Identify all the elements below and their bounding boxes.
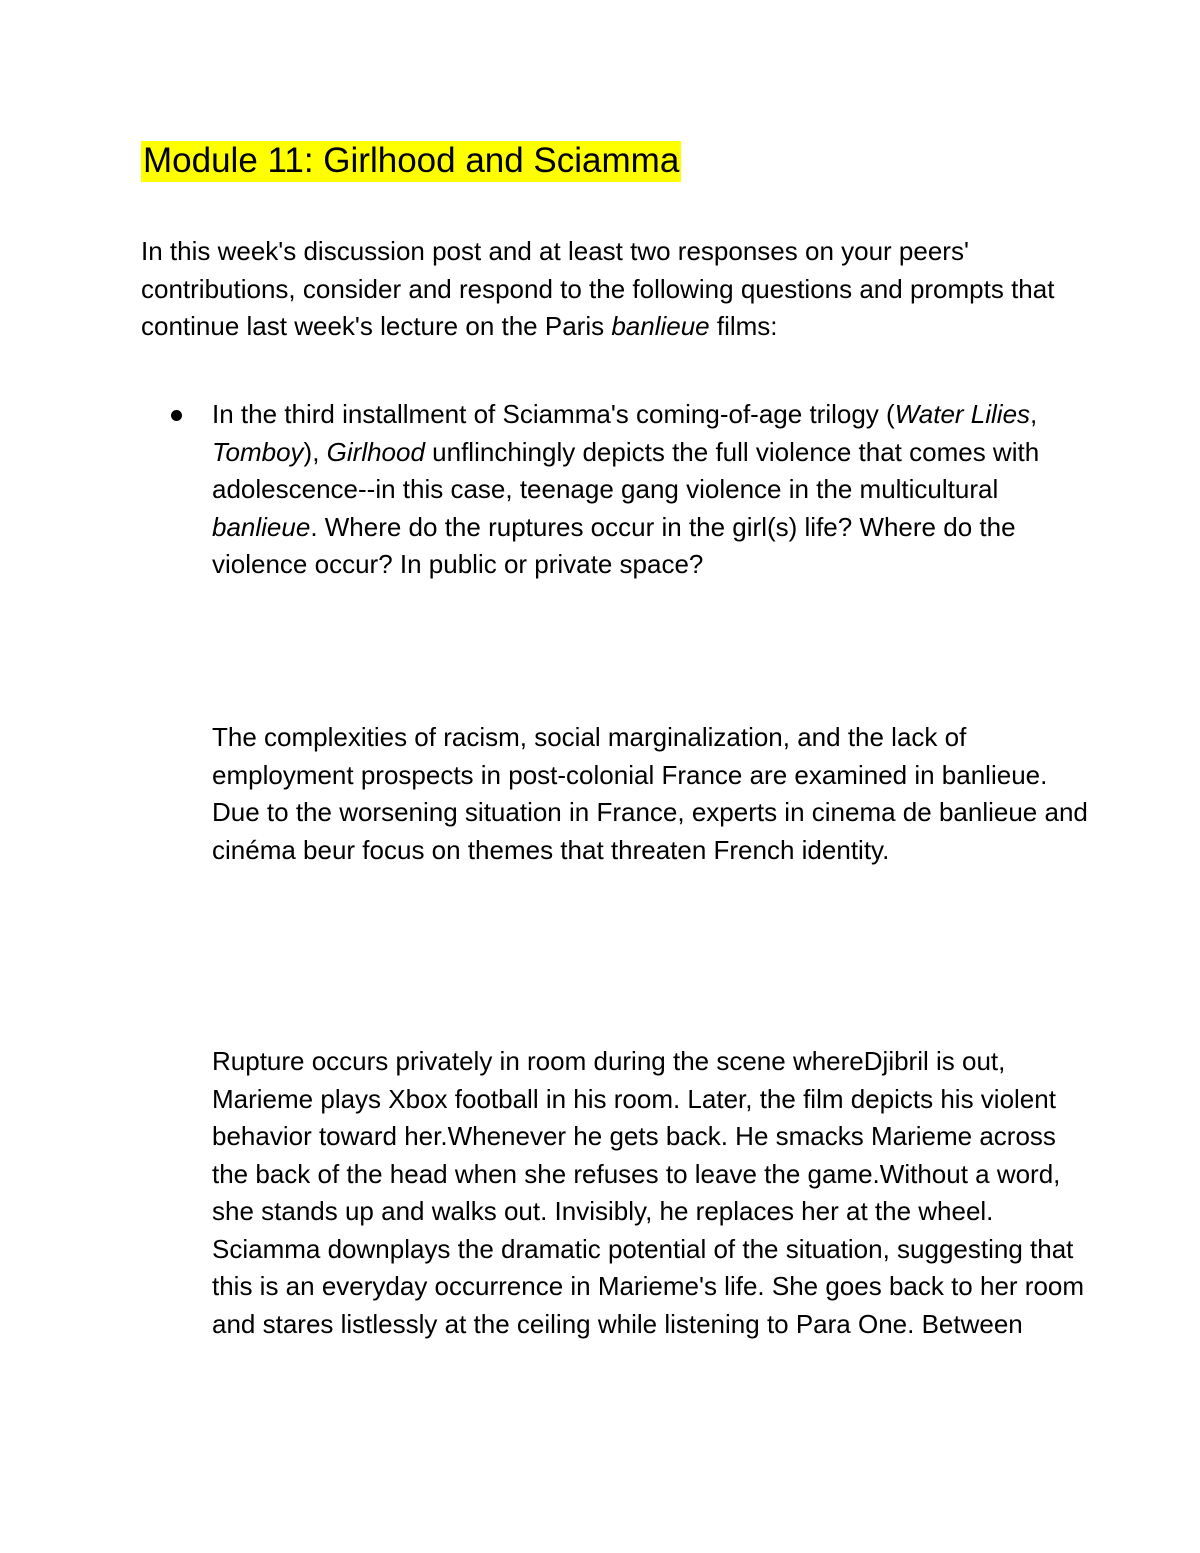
prompt-text-3: ), <box>303 436 327 467</box>
intro-text-2: films: <box>709 311 778 341</box>
title-highlight: Module 11: Girlhood and Sciamma <box>143 141 680 180</box>
intro-text-1: In this week's discussion post and at least two responses on your peers' contributions, consider and respond to the following questions and prompts that continue last week's lecture on the Paris <box>141 236 1055 341</box>
prompt-item <box>141 396 1101 584</box>
intro-paragraph <box>141 233 1101 346</box>
answer-paragraph-2: Rupture occurs privately in room during the scene whereDjibril is out, Marieme plays Xbox football in his room. Later, the film depicts his violent behavior toward her.Whenever he gets back. He smacks Marieme across the back of the head when she refuses to leave the game.Without a word, she stands up and walks out. Invisibly, he replaces her at the wheel. Sciamma downplays the dramatic potential of the situation, suggesting that this is an everyday occurrence in Marieme's life. She goes back to her room and stares listlessly at the ceiling while listening to Para One. Between <box>212 1046 1085 1339</box>
prompt-text-1: In the third installment of Sciamma's coming-of-age trilogy ( <box>212 399 895 429</box>
prompt-italic-tomboy: Tomboy <box>212 436 304 467</box>
prompt-text-5: . Where do the ruptures occur in the girl(s) life? Where do the violence occur? In public or private space? <box>212 511 1016 579</box>
answer-paragraph-1: The complexities of racism, social marginalization, and the lack of employment prospects in post-colonial France are examined in banlieue. Due to the worsening situation in France, experts in cinema de banlieue and cinéma beur focus on themes that threaten French identity. <box>212 722 1088 865</box>
module-title <box>141 140 681 182</box>
prompt-italic-banlieue: banlieue <box>212 511 311 542</box>
prompt-text-4: unflinchingly depicts the full violence that comes with adolescence--in this case, teenage gang violence in the multicultural <box>212 436 1040 504</box>
bullet-icon <box>171 410 182 421</box>
prompt-text-2: , <box>1030 399 1038 429</box>
prompt-list <box>141 396 1101 584</box>
prompt-italic-girlhood: Girlhood <box>326 436 425 467</box>
prompt-italic-water-lilies: Water Lilies <box>894 399 1031 429</box>
intro-italic-banlieue: banlieue <box>611 311 710 341</box>
